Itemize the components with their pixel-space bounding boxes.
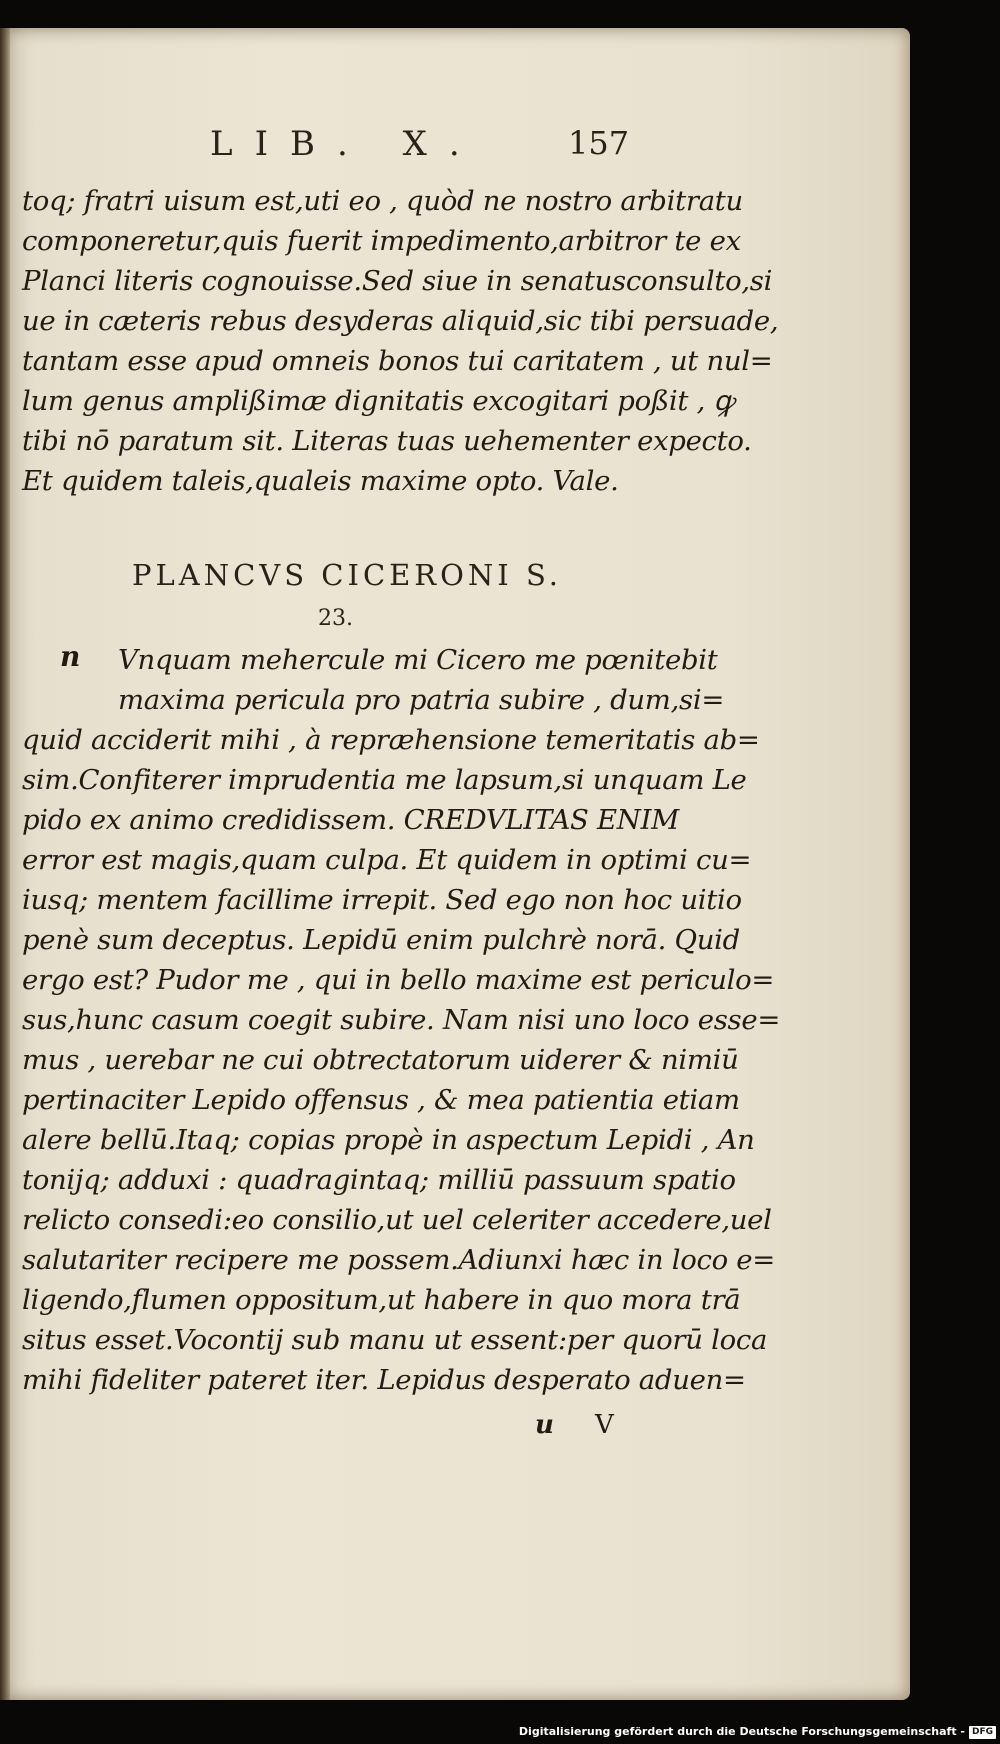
- text-line: salutariter recipere me possem.Adiunxi hæc in loco e=: [22, 1244, 775, 1276]
- page-number: 157: [568, 124, 630, 162]
- text-line: pertinaciter Lepido offensus , & mea patientia etiam: [22, 1084, 740, 1116]
- initial-letter: n: [60, 640, 81, 673]
- text-line: iusq; mentem facillime irrepit. Sed ego non hoc uitio: [22, 884, 742, 916]
- book-page: [0, 28, 910, 1700]
- text-line: lum genus amplißimæ dignitatis excogitari poßit , ꝙ: [22, 385, 734, 417]
- letter-heading: PLANCVS CICERONI S.: [132, 558, 563, 592]
- signature-mark: u: [535, 1410, 554, 1440]
- credit-text: Digitalisierung gefördert durch die Deutsche Forschungsgemeinschaft -: [518, 1725, 965, 1738]
- text-line: alere bellū.Itaq; copias propè in aspectum Lepidi , An: [22, 1124, 755, 1156]
- text-line: tibi nō paratum sit. Literas tuas uehementer expecto.: [22, 425, 752, 457]
- digitization-credit: [519, 1723, 996, 1741]
- text-line: mus , uerebar ne cui obtrectatorum uiderer & nimiū: [22, 1044, 739, 1076]
- text-line: situs esset.Vocontij sub manu ut essent:per quorū loca: [22, 1324, 768, 1356]
- text-line: sim.Confiterer imprudentia me lapsum,si unquam Le: [22, 764, 747, 796]
- text-line: relicto consedi:eo consilio,ut uel celeriter accedere,uel: [22, 1204, 772, 1236]
- text-line: tonijq; adduxi : quadragintaq; milliū passuum spatio: [22, 1164, 736, 1196]
- letter-number: 23.: [318, 606, 353, 631]
- text-line: maxima pericula pro patria subire , dum,si=: [118, 684, 725, 716]
- running-head: [0, 124, 910, 168]
- text-line: quid acciderit mihi , à repræhensione temeritatis ab=: [22, 724, 760, 756]
- text-line: Planci literis cognouisse.Sed siue in senatusconsulto,si: [22, 265, 773, 297]
- text-line: error est magis,quam culpa. Et quidem in optimi cu=: [22, 844, 752, 876]
- text-line: Et quidem taleis,qualeis maxime opto. Vale.: [22, 465, 619, 497]
- text-line: mihi fideliter pateret iter. Lepidus desperato aduen=: [22, 1364, 746, 1396]
- text-line: tantam esse apud omneis bonos tui caritatem , ut nul=: [22, 345, 773, 377]
- text-line: toq; fratri uisum est,uti eo , quòd ne nostro arbitratu: [22, 185, 743, 217]
- dfg-logo: DFG: [969, 1726, 996, 1739]
- text-line: componeretur,quis fuerit impedimento,arbitror te ex: [22, 225, 741, 257]
- text-line: Vnquam mehercule mi Cicero me pœnitebit: [118, 644, 718, 676]
- text-line: pido ex animo credidissem. CREDVLITAS ENIM: [22, 804, 679, 836]
- text-line: sus,hunc casum coegit subire. Nam nisi uno loco esse=: [22, 1004, 781, 1036]
- text-line: penè sum deceptus. Lepidū enim pulchrè norā. Quid: [22, 924, 740, 956]
- signature-mark: V: [595, 1410, 614, 1440]
- text-line: ue in cæteris rebus desyderas aliquid,sic tibi persuade,: [22, 305, 779, 337]
- running-head-title: LIB. X.: [210, 124, 482, 164]
- text-line: ergo est? Pudor me , qui in bello maxime est periculo=: [22, 964, 775, 996]
- text-line: ligendo,flumen oppositum,ut habere in quo mora trā: [22, 1284, 741, 1316]
